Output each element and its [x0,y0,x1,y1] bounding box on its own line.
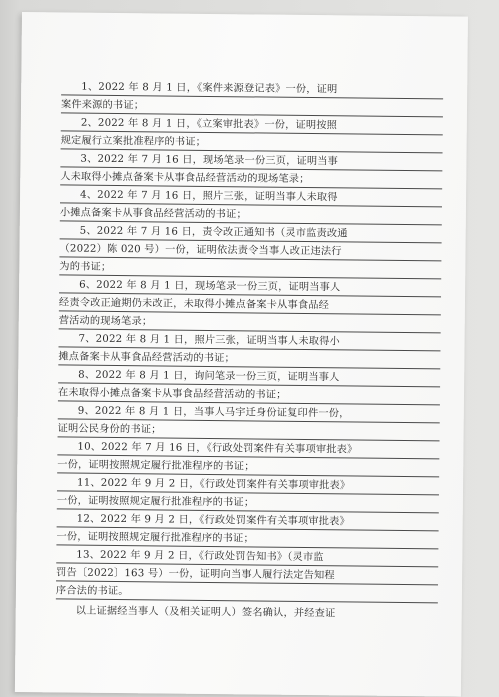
text-line: 一份，证明按照规定履行批准程序的书证； [57,459,255,473]
text-line: 12、2022 年 9 月 2 日，《行政处罚案件有关事项审批表》 [76,513,351,528]
text-line: 序合法的书证。 [55,585,129,598]
text-line: 规定履行立案批准程序的书证； [60,135,207,148]
text-line: 8、2022 年 8 月 1 日，询问笔录一份三页，证明当事人 [78,369,340,384]
text-line: 一份，证明按照规定履行批准程序的书证； [56,495,255,509]
text-line: 经责令改正逾期仍未改正，未取得小摊点备案卡从事食品经 [58,297,330,312]
document-page [15,12,468,697]
text-line: 以上证据经当事人（及相关证明人）签名确认，并经查证 [75,605,336,620]
evidence-list [22,12,468,620]
text-line: 为的书证； [59,261,112,273]
text-line: 7、2022 年 8 月 1 日，照片三张，证明当事人未取得小 [78,333,340,348]
text-line: 1、2022 年 8 月 1 日，《案件来源登记表》一份，证明 [81,81,338,96]
text-line: 在未取得小摊点备案卡从事食品经营活动的书证； [57,387,287,401]
text-line: 9、2022 年 8 月 1 日，当事人马宇迁身份证复印件一份， [77,405,350,420]
text-line: 5、2022 年 7 月 16 日，责令改正通知书（灵市监责改通 [79,225,348,240]
text-line: 罚告〔2022〕163 号）一份，证明向当事人履行法定告知程 [56,567,335,582]
text-line: 摊点备案卡从事食品经营活动的书证； [58,351,236,365]
text-line: （2022）陈 020 号）一份，证明依法责令当事人改正违法行 [59,243,342,258]
text-line: 人未取得小摊点备案卡从事食品经营活动的现场笔录； [60,171,310,186]
text-line: 11、2022 年 9 月 2 日，《行政处罚案件有关事项审批表》 [77,477,351,492]
text-line: 6、2022 年 8 月 1 日，现场笔录一份三页，证明当事人 [79,279,341,294]
text-line: 小摊点备案卡从事食品经营活动的书证； [59,207,247,221]
text-line: 2、2022 年 8 月 1 日，《立案审批表》一份，证明按照 [80,117,338,132]
text-line: 4、2022 年 7 月 16 日，照片三张，证明当事人未取得 [80,189,338,204]
text-line: 案件来源的书证； [60,99,145,112]
text-line: 证明公民身份的书证； [57,423,162,436]
text-line: 3、2022 年 7 月 16 日，现场笔录一份三页，证明当事 [80,153,339,168]
text-line: 一份，证明按照规定履行批准程序的书证； [56,531,254,545]
text-line: 13、2022 年 9 月 2 日，《行政处罚告知书》（灵市监 [76,549,324,564]
text-line: 10、2022 年 7 月 16 日，《行政处罚案件有关事项审批表》 [77,441,358,456]
text-line: 营活动的现场笔录； [58,315,153,328]
